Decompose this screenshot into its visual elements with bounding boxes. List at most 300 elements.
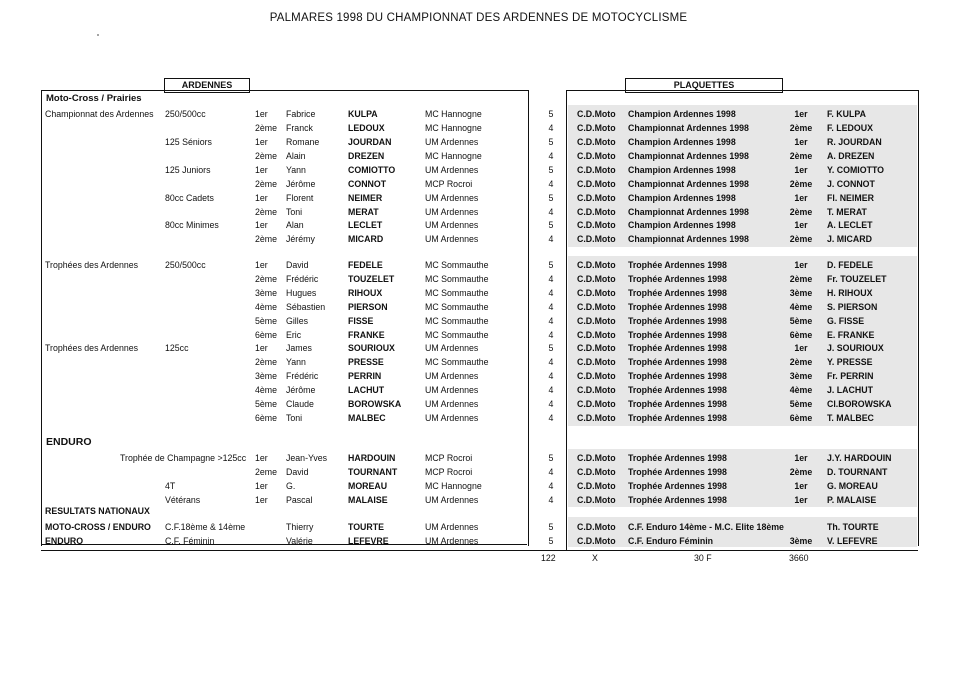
- count-cell: 5: [548, 220, 554, 230]
- last-name-cell: PRESSE: [348, 357, 384, 367]
- plaquette-rank-cell: 1er: [794, 481, 808, 491]
- last-name-cell: CONNOT: [348, 179, 387, 189]
- first-name-cell: Frédéric: [286, 371, 319, 381]
- trophy-cell: Trophée Ardennes 1998: [628, 316, 727, 326]
- club-cell: UM Ardennes: [425, 413, 479, 423]
- category-cell: C.F.18ème & 14ème: [165, 522, 246, 532]
- cd-moto-cell: C.D.Moto: [577, 207, 616, 217]
- first-name-cell: Jérémy: [286, 234, 315, 244]
- plaquette-name-cell: H. RIHOUX: [827, 288, 873, 298]
- first-name-cell: James: [286, 343, 312, 353]
- plaquette-name-cell: Th. TOURTE: [827, 522, 879, 532]
- category-cell: 250/500cc: [165, 260, 206, 270]
- club-cell: UM Ardennes: [425, 207, 479, 217]
- club-cell: MC Sommauthe: [425, 302, 489, 312]
- category-cell: 80cc Minimes: [165, 220, 219, 230]
- first-name-cell: Yann: [286, 165, 306, 175]
- cd-moto-cell: C.D.Moto: [577, 179, 616, 189]
- cd-moto-cell: C.D.Moto: [577, 522, 616, 532]
- first-name-cell: Toni: [286, 207, 303, 217]
- first-name-cell: Hugues: [286, 288, 317, 298]
- trophy-cell: Trophée Ardennes 1998: [628, 260, 727, 270]
- last-name-cell: FISSE: [348, 316, 374, 326]
- table-row: [0, 397, 957, 411]
- club-cell: MC Sommauthe: [425, 330, 489, 340]
- plaquette-name-cell: J. LACHUT: [827, 385, 873, 395]
- club-cell: MCP Rocroi: [425, 453, 473, 463]
- plaquette-name-cell: J. MICARD: [827, 234, 872, 244]
- first-name-cell: Eric: [286, 330, 302, 340]
- first-name-cell: Yann: [286, 357, 306, 367]
- club-cell: UM Ardennes: [425, 522, 479, 532]
- rank-cell: 1er: [255, 481, 268, 491]
- count-cell: 4: [548, 481, 554, 491]
- section-motocross: Moto-Cross / Prairies: [46, 93, 142, 104]
- table-row: [0, 369, 957, 383]
- header-ardennes: ARDENNES: [164, 78, 250, 93]
- plaquette-rank-cell: 6ème: [789, 330, 813, 340]
- rank-cell: 2ème: [255, 357, 278, 367]
- table-row: [0, 232, 957, 246]
- plaquette-rank-cell: 5ème: [789, 399, 813, 409]
- club-cell: UM Ardennes: [425, 137, 479, 147]
- rank-cell: 2ème: [255, 179, 278, 189]
- club-cell: MCP Rocroi: [425, 467, 473, 477]
- table-row: [0, 520, 957, 534]
- count-cell: 5: [548, 193, 554, 203]
- cd-moto-cell: C.D.Moto: [577, 137, 616, 147]
- first-name-cell: Valérie: [286, 536, 313, 546]
- club-cell: UM Ardennes: [425, 343, 479, 353]
- first-name-cell: David: [286, 467, 309, 477]
- club-cell: UM Ardennes: [425, 193, 479, 203]
- last-name-cell: LACHUT: [348, 385, 385, 395]
- table-row: [0, 218, 957, 232]
- plaquette-name-cell: G. MOREAU: [827, 481, 878, 491]
- last-name-cell: RIHOUX: [348, 288, 383, 298]
- count-cell: 5: [548, 522, 554, 532]
- last-name-cell: FRANKE: [348, 330, 385, 340]
- plaquette-rank-cell: 4ème: [789, 385, 813, 395]
- section-resultats-nationaux: RESULTATS NATIONAUX: [45, 506, 150, 516]
- trophy-cell: Championnat Ardennes 1998: [628, 234, 749, 244]
- count-cell: 5: [548, 343, 554, 353]
- count-cell: 5: [548, 109, 554, 119]
- rank-cell: 1er: [255, 220, 268, 230]
- last-name-cell: HARDOUIN: [348, 453, 396, 463]
- event-cell: Championnat des Ardennes: [45, 109, 154, 119]
- count-cell: 4: [548, 207, 554, 217]
- table-row: [0, 493, 957, 507]
- rank-cell: 2ème: [255, 234, 278, 244]
- table-row: [0, 191, 957, 205]
- last-name-cell: SOURIOUX: [348, 343, 395, 353]
- club-cell: MC Hannogne: [425, 123, 482, 133]
- first-name-cell: Thierry: [286, 522, 314, 532]
- trophy-cell: Trophée Ardennes 1998: [628, 453, 727, 463]
- plaquette-name-cell: Y. PRESSE: [827, 357, 873, 367]
- first-name-cell: Pascal: [286, 495, 313, 505]
- total-count: 122: [541, 553, 556, 563]
- trophy-cell: Champion Ardennes 1998: [628, 137, 736, 147]
- rank-cell: 1er: [255, 109, 268, 119]
- last-name-cell: TOUZELET: [348, 274, 395, 284]
- plaquette-rank-cell: 1er: [794, 165, 808, 175]
- rank-cell: 5ème: [255, 316, 278, 326]
- rank-cell: 1er: [255, 495, 268, 505]
- cd-moto-cell: C.D.Moto: [577, 220, 616, 230]
- trophy-cell: Champion Ardennes 1998: [628, 193, 736, 203]
- count-cell: 4: [548, 274, 554, 284]
- plaquette-name-cell: S. PIERSON: [827, 302, 878, 312]
- count-cell: 4: [548, 385, 554, 395]
- rank-cell: 2ème: [255, 207, 278, 217]
- category-cell: Trophée de Champagne >125cc: [120, 453, 247, 463]
- plaquette-rank-cell: 1er: [794, 495, 808, 505]
- club-cell: MC Sommauthe: [425, 288, 489, 298]
- rank-cell: 6ème: [255, 413, 278, 423]
- first-name-cell: G.: [286, 481, 296, 491]
- trophy-cell: Championnat Ardennes 1998: [628, 179, 749, 189]
- first-name-cell: Jérôme: [286, 179, 316, 189]
- plaquette-name-cell: V. LEFEVRE: [827, 536, 878, 546]
- table-row: [0, 451, 957, 465]
- total-sum: 3660: [789, 553, 809, 563]
- club-cell: MC Sommauthe: [425, 260, 489, 270]
- club-cell: MC Hannogne: [425, 481, 482, 491]
- cd-moto-cell: C.D.Moto: [577, 316, 616, 326]
- plaquette-rank-cell: 2ème: [789, 151, 813, 161]
- last-name-cell: PIERSON: [348, 302, 388, 312]
- plaquette-rank-cell: 2ème: [789, 123, 813, 133]
- rank-cell: 2ème: [255, 274, 278, 284]
- club-cell: UM Ardennes: [425, 385, 479, 395]
- last-name-cell: DREZEN: [348, 151, 385, 161]
- count-cell: 5: [548, 536, 554, 546]
- plaquette-name-cell: T. MALBEC: [827, 413, 874, 423]
- count-cell: 5: [548, 260, 554, 270]
- rank-cell: 1er: [255, 193, 268, 203]
- trophy-cell: Trophée Ardennes 1998: [628, 357, 727, 367]
- count-cell: 4: [548, 357, 554, 367]
- plaquettes-bottom-rule: [527, 550, 918, 551]
- first-name-cell: Romane: [286, 137, 320, 147]
- club-cell: UM Ardennes: [425, 371, 479, 381]
- trophy-cell: Trophée Ardennes 1998: [628, 495, 727, 505]
- count-cell: 4: [548, 495, 554, 505]
- plaquette-name-cell: J. SOURIOUX: [827, 343, 884, 353]
- first-name-cell: Florent: [286, 193, 314, 203]
- plaquette-name-cell: G. FISSE: [827, 316, 865, 326]
- table-row: [0, 272, 957, 286]
- cd-moto-cell: C.D.Moto: [577, 343, 616, 353]
- rank-cell: 4ème: [255, 385, 278, 395]
- first-name-cell: Sébastien: [286, 302, 326, 312]
- rank-cell: 1er: [255, 260, 268, 270]
- plaquette-rank-cell: 2ème: [789, 357, 813, 367]
- last-name-cell: BOROWSKA: [348, 399, 402, 409]
- last-name-cell: MALAISE: [348, 495, 388, 505]
- plaquette-rank-cell: 4ème: [789, 302, 813, 312]
- unit-price: 30 F: [694, 553, 712, 563]
- first-name-cell: Jean-Yves: [286, 453, 328, 463]
- trophy-cell: Trophée Ardennes 1998: [628, 399, 727, 409]
- club-cell: UM Ardennes: [425, 536, 479, 546]
- club-cell: MC Hannogne: [425, 109, 482, 119]
- plaquette-name-cell: J. CONNOT: [827, 179, 875, 189]
- rank-cell: 1er: [255, 165, 268, 175]
- first-name-cell: Alain: [286, 151, 306, 161]
- trophy-cell: Trophée Ardennes 1998: [628, 288, 727, 298]
- cd-moto-cell: C.D.Moto: [577, 371, 616, 381]
- cd-moto-cell: C.D.Moto: [577, 123, 616, 133]
- table-row: [0, 383, 957, 397]
- first-name-cell: Jérôme: [286, 385, 316, 395]
- table-row: [0, 479, 957, 493]
- plaquette-name-cell: A. LECLET: [827, 220, 873, 230]
- plaquette-name-cell: T. MERAT: [827, 207, 867, 217]
- plaquette-name-cell: A. DREZEN: [827, 151, 875, 161]
- plaquette-rank-cell: 1er: [794, 453, 808, 463]
- last-name-cell: LEDOUX: [348, 123, 385, 133]
- plaquette-rank-cell: 2ème: [789, 179, 813, 189]
- plaquette-rank-cell: 2ème: [789, 207, 813, 217]
- category-cell: C.F. Féminin: [165, 536, 215, 546]
- table-row: [0, 205, 957, 219]
- plaquette-rank-cell: 3ème: [789, 536, 813, 546]
- plaquette-name-cell: Y. COMIOTTO: [827, 165, 885, 175]
- table-row: [0, 135, 957, 149]
- rank-cell: 1er: [255, 137, 268, 147]
- last-name-cell: KULPA: [348, 109, 378, 119]
- club-cell: MC Sommauthe: [425, 316, 489, 326]
- rank-cell: 2ème: [255, 151, 278, 161]
- plaquette-name-cell: R. JOURDAN: [827, 137, 882, 147]
- rank-cell: 1er: [255, 343, 268, 353]
- last-name-cell: PERRIN: [348, 371, 382, 381]
- category-cell: 250/500cc: [165, 109, 206, 119]
- cd-moto-cell: C.D.Moto: [577, 330, 616, 340]
- last-name-cell: TOURNANT: [348, 467, 398, 477]
- event-cell: Trophées des Ardennes: [45, 260, 139, 270]
- club-cell: MC Hannogne: [425, 151, 482, 161]
- last-name-cell: LECLET: [348, 220, 383, 230]
- category-cell: 4T: [165, 481, 176, 491]
- trophy-cell: Trophée Ardennes 1998: [628, 481, 727, 491]
- plaquette-name-cell: E. FRANKE: [827, 330, 875, 340]
- event-cell: MOTO-CROSS / ENDURO: [45, 522, 151, 532]
- plaquette-name-cell: F. LEDOUX: [827, 123, 873, 133]
- club-cell: MCP Rocroi: [425, 179, 473, 189]
- cd-moto-cell: C.D.Moto: [577, 399, 616, 409]
- last-name-cell: MOREAU: [348, 481, 388, 491]
- page-title: PALMARES 1998 DU CHAMPIONNAT DES ARDENNES DE MOTOCYCLISME: [269, 12, 688, 24]
- plaquette-name-cell: Cl.BOROWSKA: [827, 399, 892, 409]
- cd-moto-cell: C.D.Moto: [577, 467, 616, 477]
- last-name-cell: MALBEC: [348, 413, 386, 423]
- cd-moto-cell: C.D.Moto: [577, 357, 616, 367]
- table-row: [0, 314, 957, 328]
- count-cell: 5: [548, 137, 554, 147]
- table-row: [0, 121, 957, 135]
- count-cell: 4: [548, 467, 554, 477]
- plaquette-name-cell: Fl. NEIMER: [827, 193, 874, 203]
- first-name-cell: Franck: [286, 123, 313, 133]
- table-row: [0, 328, 957, 342]
- last-name-cell: COMIOTTO: [348, 165, 396, 175]
- plaquette-rank-cell: 6ème: [789, 413, 813, 423]
- last-name-cell: MICARD: [348, 234, 384, 244]
- cd-moto-cell: C.D.Moto: [577, 288, 616, 298]
- plaquette-rank-cell: 1er: [794, 343, 808, 353]
- cd-moto-cell: C.D.Moto: [577, 481, 616, 491]
- first-name-cell: Toni: [286, 413, 303, 423]
- first-name-cell: Frédéric: [286, 274, 319, 284]
- trophy-cell: Trophée Ardennes 1998: [628, 413, 727, 423]
- club-cell: MC Sommauthe: [425, 274, 489, 284]
- club-cell: MC Sommauthe: [425, 357, 489, 367]
- plaquette-rank-cell: 5ème: [789, 316, 813, 326]
- plaquette-rank-cell: 1er: [794, 220, 808, 230]
- table-row: [0, 107, 957, 121]
- club-cell: UM Ardennes: [425, 495, 479, 505]
- plaquette-rank-cell: 1er: [794, 193, 808, 203]
- rank-cell: 2eme: [255, 467, 278, 477]
- plaquette-name-cell: P. MALAISE: [827, 495, 877, 505]
- club-cell: UM Ardennes: [425, 234, 479, 244]
- cd-moto-cell: C.D.Moto: [577, 536, 616, 546]
- table-row: [0, 258, 957, 272]
- cd-moto-cell: C.D.Moto: [577, 453, 616, 463]
- trophy-cell: C.F. Enduro Féminin: [628, 536, 714, 546]
- plaquette-name-cell: Fr. PERRIN: [827, 371, 874, 381]
- count-cell: 4: [548, 399, 554, 409]
- first-name-cell: Claude: [286, 399, 314, 409]
- first-name-cell: Gilles: [286, 316, 308, 326]
- plaquette-rank-cell: 1er: [794, 260, 808, 270]
- total-multiplier: X: [592, 553, 598, 563]
- plaquette-rank-cell: 2ème: [789, 234, 813, 244]
- table-row: [0, 465, 957, 479]
- rank-cell: 2ème: [255, 123, 278, 133]
- count-cell: 4: [548, 234, 554, 244]
- trophy-cell: Trophée Ardennes 1998: [628, 302, 727, 312]
- cd-moto-cell: C.D.Moto: [577, 495, 616, 505]
- count-cell: 4: [548, 288, 554, 298]
- club-cell: UM Ardennes: [425, 399, 479, 409]
- table-row: [0, 300, 957, 314]
- last-name-cell: NEIMER: [348, 193, 383, 203]
- count-cell: 5: [548, 165, 554, 175]
- cd-moto-cell: C.D.Moto: [577, 193, 616, 203]
- cd-moto-cell: C.D.Moto: [577, 274, 616, 284]
- trophy-cell: Championnat Ardennes 1998: [628, 123, 749, 133]
- trophy-cell: Championnat Ardennes 1998: [628, 207, 749, 217]
- category-cell: 125 Séniors: [165, 137, 212, 147]
- section-enduro: ENDURO: [46, 436, 92, 448]
- last-name-cell: TOURTE: [348, 522, 385, 532]
- cd-moto-cell: C.D.Moto: [577, 109, 616, 119]
- cd-moto-cell: C.D.Moto: [577, 151, 616, 161]
- table-row: [0, 355, 957, 369]
- cd-moto-cell: C.D.Moto: [577, 234, 616, 244]
- plaquette-rank-cell: 3ème: [789, 288, 813, 298]
- trophy-cell: Champion Ardennes 1998: [628, 220, 736, 230]
- plaquette-name-cell: D. FEDELE: [827, 260, 873, 270]
- first-name-cell: Alan: [286, 220, 304, 230]
- last-name-cell: LEFEVRE: [348, 536, 389, 546]
- plaquette-rank-cell: 1er: [794, 109, 808, 119]
- plaquette-rank-cell: 1er: [794, 137, 808, 147]
- count-cell: 4: [548, 316, 554, 326]
- count-cell: 4: [548, 179, 554, 189]
- last-name-cell: FEDELE: [348, 260, 383, 270]
- club-cell: UM Ardennes: [425, 220, 479, 230]
- count-cell: 4: [548, 413, 554, 423]
- table-row: [0, 286, 957, 300]
- count-cell: 4: [548, 330, 554, 340]
- plaquette-name-cell: Fr. TOUZELET: [827, 274, 887, 284]
- rank-cell: 5ème: [255, 399, 278, 409]
- count-cell: 4: [548, 371, 554, 381]
- count-cell: 4: [548, 123, 554, 133]
- trophy-cell: Trophée Ardennes 1998: [628, 385, 727, 395]
- plaquette-rank-cell: 3ème: [789, 371, 813, 381]
- header-plaquettes: PLAQUETTES: [625, 78, 783, 93]
- table-bottom-rule-2: [41, 550, 527, 551]
- trophy-cell: Trophée Ardennes 1998: [628, 330, 727, 340]
- trophy-cell: Trophée Ardennes 1998: [628, 274, 727, 284]
- trophy-cell: Trophée Ardennes 1998: [628, 467, 727, 477]
- category-cell: 125cc: [165, 343, 189, 353]
- trophy-cell: Trophée Ardennes 1998: [628, 343, 727, 353]
- count-cell: 5: [548, 453, 554, 463]
- club-cell: UM Ardennes: [425, 165, 479, 175]
- first-name-cell: Fabrice: [286, 109, 316, 119]
- plaquette-name-cell: F. KULPA: [827, 109, 866, 119]
- table-row: [0, 163, 957, 177]
- table-row: [0, 534, 957, 548]
- plaquette-name-cell: J.Y. HARDOUIN: [827, 453, 892, 463]
- trophy-cell: C.F. Enduro 14ème - M.C. Elite 18ème: [628, 522, 784, 532]
- category-cell: 80cc Cadets: [165, 193, 214, 203]
- last-name-cell: MERAT: [348, 207, 379, 217]
- event-cell: ENDURO: [45, 536, 84, 546]
- plaquette-name-cell: D. TOURNANT: [827, 467, 888, 477]
- rank-cell: 6ème: [255, 330, 278, 340]
- category-cell: 125 Juniors: [165, 165, 211, 175]
- table-row: [0, 341, 957, 355]
- cd-moto-cell: C.D.Moto: [577, 165, 616, 175]
- trophy-cell: Trophée Ardennes 1998: [628, 371, 727, 381]
- rank-cell: 3ème: [255, 371, 278, 381]
- category-cell: Vétérans: [165, 495, 201, 505]
- cd-moto-cell: C.D.Moto: [577, 302, 616, 312]
- rank-cell: 1er: [255, 453, 268, 463]
- rank-cell: 3ème: [255, 288, 278, 298]
- cd-moto-cell: C.D.Moto: [577, 260, 616, 270]
- rank-cell: 4ème: [255, 302, 278, 312]
- table-row: [0, 411, 957, 425]
- first-name-cell: David: [286, 260, 309, 270]
- trophy-cell: Championnat Ardennes 1998: [628, 151, 749, 161]
- plaquette-rank-cell: 2ème: [789, 467, 813, 477]
- count-cell: 4: [548, 151, 554, 161]
- event-cell: Trophées des Ardennes: [45, 343, 139, 353]
- cd-moto-cell: C.D.Moto: [577, 385, 616, 395]
- last-name-cell: JOURDAN: [348, 137, 392, 147]
- table-row: [0, 149, 957, 163]
